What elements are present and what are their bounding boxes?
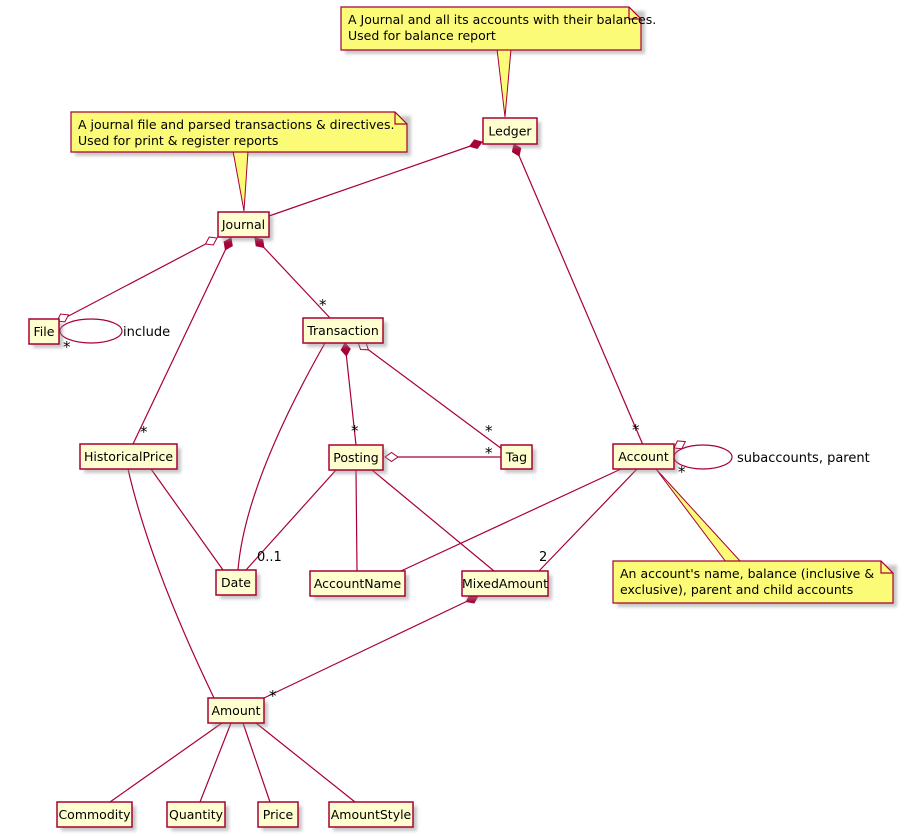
note-account-text-line: An account's name, balance (inclusive & (620, 566, 875, 581)
note-account-pointer (656, 469, 741, 562)
edge-ledger-journal-diamond-icon (470, 140, 482, 149)
class-posting-label: Posting (333, 450, 379, 465)
edge-amount-price (243, 723, 270, 802)
class-file-label: File (33, 324, 55, 339)
edge-historicalprice-amount (128, 469, 214, 698)
mult-mixedamount-amount: * (269, 687, 277, 705)
edge-historicalprice-date (151, 469, 223, 570)
mult-transaction-posting: * (351, 422, 359, 440)
mult-ledger-account: * (632, 421, 640, 439)
note-ledger-text-line: A Journal and all its accounts with their balances. (348, 12, 657, 27)
note-journal-text-line: Used for print & register reports (78, 133, 279, 148)
class-amount-style-label: AmountStyle (330, 807, 412, 822)
class-tag-label: Tag (505, 449, 528, 465)
class-account-label: Account (618, 449, 669, 464)
edge-transaction-date (238, 343, 325, 570)
role-account-subaccounts: subaccounts, parent (737, 451, 870, 466)
mult-account-subaccounts: * (678, 463, 686, 481)
note-ledger-text-line: Used for balance report (348, 28, 496, 43)
role-file-include: include (123, 325, 171, 340)
class-transaction-label: Transaction (307, 323, 379, 338)
mult-posting-date: 0..1 (257, 550, 282, 565)
edge-amount-amountstyle (256, 723, 355, 802)
mult-posting-tag: * (485, 444, 493, 462)
class-quantity-label: Quantity (168, 807, 224, 822)
class-price-label: Price (262, 807, 294, 822)
note-journal-pointer (233, 151, 248, 211)
class-account-name-label: AccountName (313, 576, 402, 591)
note-account-text-line: exclusive), parent and child accounts (620, 582, 854, 597)
edge-transaction-tag (358, 342, 502, 449)
mult-file-include: * (63, 338, 71, 356)
class-date-label: Date (221, 575, 251, 590)
edge-ledger-account (514, 144, 643, 445)
edge-mixedamount-amount (264, 596, 478, 698)
edge-journal-file-diamond-icon (206, 237, 218, 245)
class-ledger-label: Ledger (488, 123, 532, 139)
mult-journal-historicalprice: * (140, 423, 148, 441)
edge-journal-historicalprice (133, 238, 231, 444)
class-commodity-label: Commodity (58, 807, 131, 822)
class-amount-label: Amount (211, 703, 261, 718)
mult-account-mixedamount: 2 (539, 550, 548, 565)
edge-posting-accountname (356, 470, 357, 571)
mult-journal-transaction: * (319, 296, 327, 314)
edge-journal-file (59, 238, 217, 321)
mult-transaction-tag: * (485, 422, 493, 440)
class-mixed-amount-label: MixedAmount (461, 576, 549, 591)
class-journal-label: Journal (221, 217, 266, 232)
note-journal-text-line: A journal file and parsed transactions & directives. (78, 117, 395, 132)
note-ledger-pointer (497, 49, 511, 117)
class-historical-price-label: HistoricalPrice (83, 449, 174, 464)
